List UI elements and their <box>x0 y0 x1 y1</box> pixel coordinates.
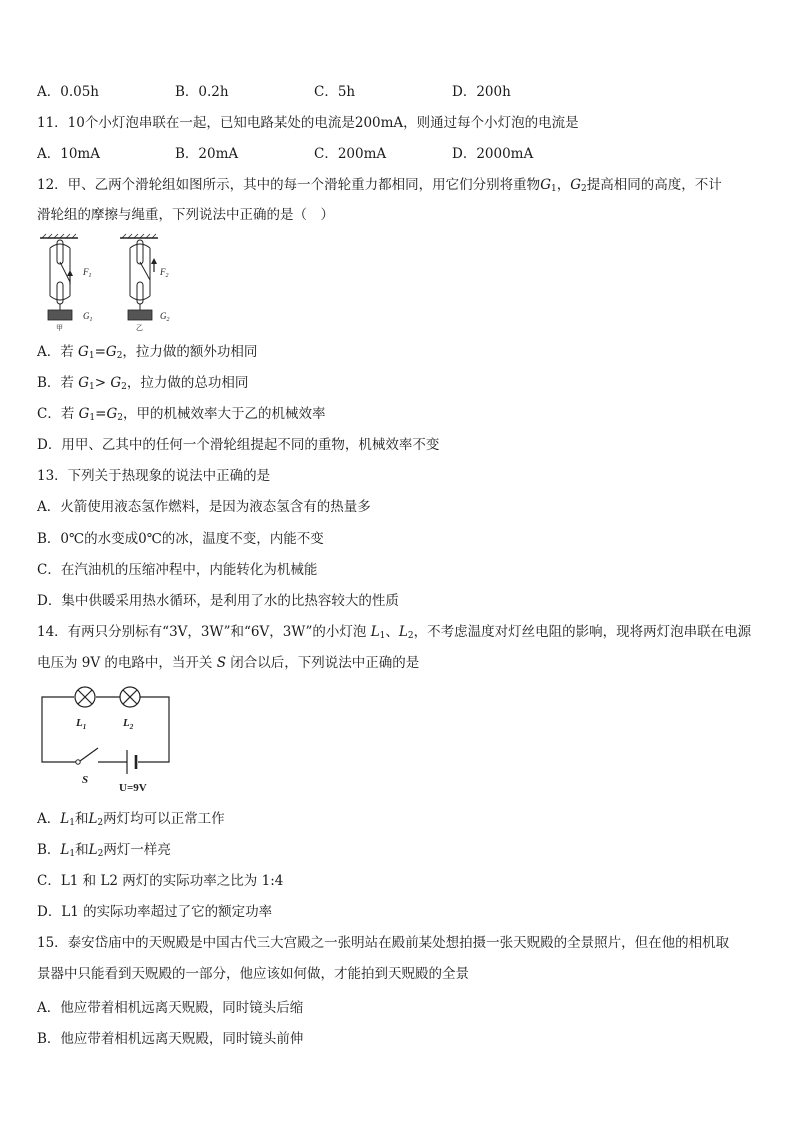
q10-option-b: B．0.2h <box>175 84 229 100</box>
q11-stem: 11．10个小灯泡串联在一起，已知电路某处的电流是200mA，则通过每个小灯泡的电流是 <box>37 115 579 131</box>
q10-option-c: C．5h <box>314 84 356 100</box>
q12-stem-line2: 滑轮组的摩擦与绳重，下列说法中正确的是（ ） <box>37 207 334 223</box>
moving-pulley-jia <box>57 282 63 304</box>
svg-text:甲: 甲 <box>56 324 63 332</box>
q11-option-c: C．200mA <box>314 146 387 162</box>
q10-option-a: A．0.05h <box>37 84 100 100</box>
circuit-diagram <box>36 682 176 794</box>
weight-g1 <box>48 310 72 320</box>
q14-stem-line1: 14．有两只分别标有“3V，3W”和“6V，3W”的小灯泡 $L_1$、$L_2$，不考虑温度对灯丝电阻的影响，现将两灯泡串联在电源 <box>37 624 752 641</box>
svg-text:U=9V: U=9V <box>119 782 147 794</box>
svg-text:L2: $L_2$ <box>123 717 134 731</box>
q10-option-d: D．200h <box>452 84 511 100</box>
moving-pulley-yi <box>137 282 143 304</box>
lamp-l1 <box>75 687 95 707</box>
lamp-l2 <box>120 687 140 707</box>
svg-text:G2: $G_2$ <box>160 311 170 323</box>
q13-option-b: B．0℃的水变成0℃的冰，温度不变，内能不变 <box>37 531 324 547</box>
q12-option-c: C．若 $G_1=G_2$，甲的机械效率大于乙的机械效率 <box>37 406 326 423</box>
svg-text:乙: 乙 <box>136 324 143 332</box>
q11-option-b: B．20mA <box>175 146 239 162</box>
q15-option-a: A．他应带着相机远离天贶殿，同时镜头后缩 <box>37 1000 304 1016</box>
q12-option-a: A．若 $G_1=G_2$，拉力做的额外功相同 <box>37 344 258 361</box>
q12-option-b: B．若 $G_1> G_2$，拉力做的总功相同 <box>37 375 249 392</box>
battery <box>127 750 136 774</box>
q14-option-a: A．$L_1$和$L_2$两灯均可以正常工作 <box>37 811 225 828</box>
q14-option-c: C．L1 和 L2 两灯的实际功率之比为 1:4 <box>37 873 284 889</box>
q11-option-d: D．2000mA <box>452 146 534 162</box>
q13-option-d: D．集中供暖采用热水循环，是利用了水的比热容较大的性质 <box>37 593 399 609</box>
q14-option-d: D．L1 的实际功率超过了它的额定功率 <box>37 904 273 920</box>
svg-text:S: S <box>82 774 89 786</box>
q14-stem-line2: 电压为 9V 的电路中，当开关 S 闭合以后，下列说法中正确的是 <box>37 655 420 671</box>
svg-text:L1: $L_1$ <box>76 717 87 731</box>
svg-text:F1: $F_1$ <box>83 267 92 279</box>
q15-stem-line1: 15．泰安岱庙中的天贶殿是中国古代三大宫殿之一张明站在殿前某处想拍摄一张天贶殿的全景照片，但在他的相机取 <box>37 935 730 951</box>
q12-stem-line1: 12．甲、乙两个滑轮组如图所示，其中的每一个滑轮重力都相同，用它们分别将重物$G_1$，$G_2$提高相同的高度，不计 <box>37 177 722 194</box>
q15-option-b: B．他应带着相机远离天贶殿，同时镜头前伸 <box>37 1031 304 1047</box>
q14-option-b: B．$L_1$和$L_2$两灯一样亮 <box>37 842 171 859</box>
q13-option-a: A．火箭使用液态氢作燃料，是因为液态氢含有的热量多 <box>37 499 371 515</box>
q13-stem: 13．下列关于热现象的说法中正确的是 <box>37 468 271 484</box>
q13-option-c: C．在汽油机的压缩冲程中，内能转化为机械能 <box>37 562 318 578</box>
q11-option-a: A．10mA <box>37 146 100 162</box>
svg-text:G1: $G_1$ <box>83 311 93 323</box>
switch-s <box>76 748 98 764</box>
pulley-system-figure <box>36 232 186 332</box>
svg-text:F2: $F_2$ <box>160 267 169 279</box>
weight-g2 <box>128 310 152 320</box>
q15-stem-line2: 景器中只能看到天贶殿的一部分，他应该如何做，才能拍到天贶殿的全景 <box>37 966 469 982</box>
q12-option-d: D．用甲、乙其中的任何一个滑轮组提起不同的重物，机械效率不变 <box>37 437 440 453</box>
